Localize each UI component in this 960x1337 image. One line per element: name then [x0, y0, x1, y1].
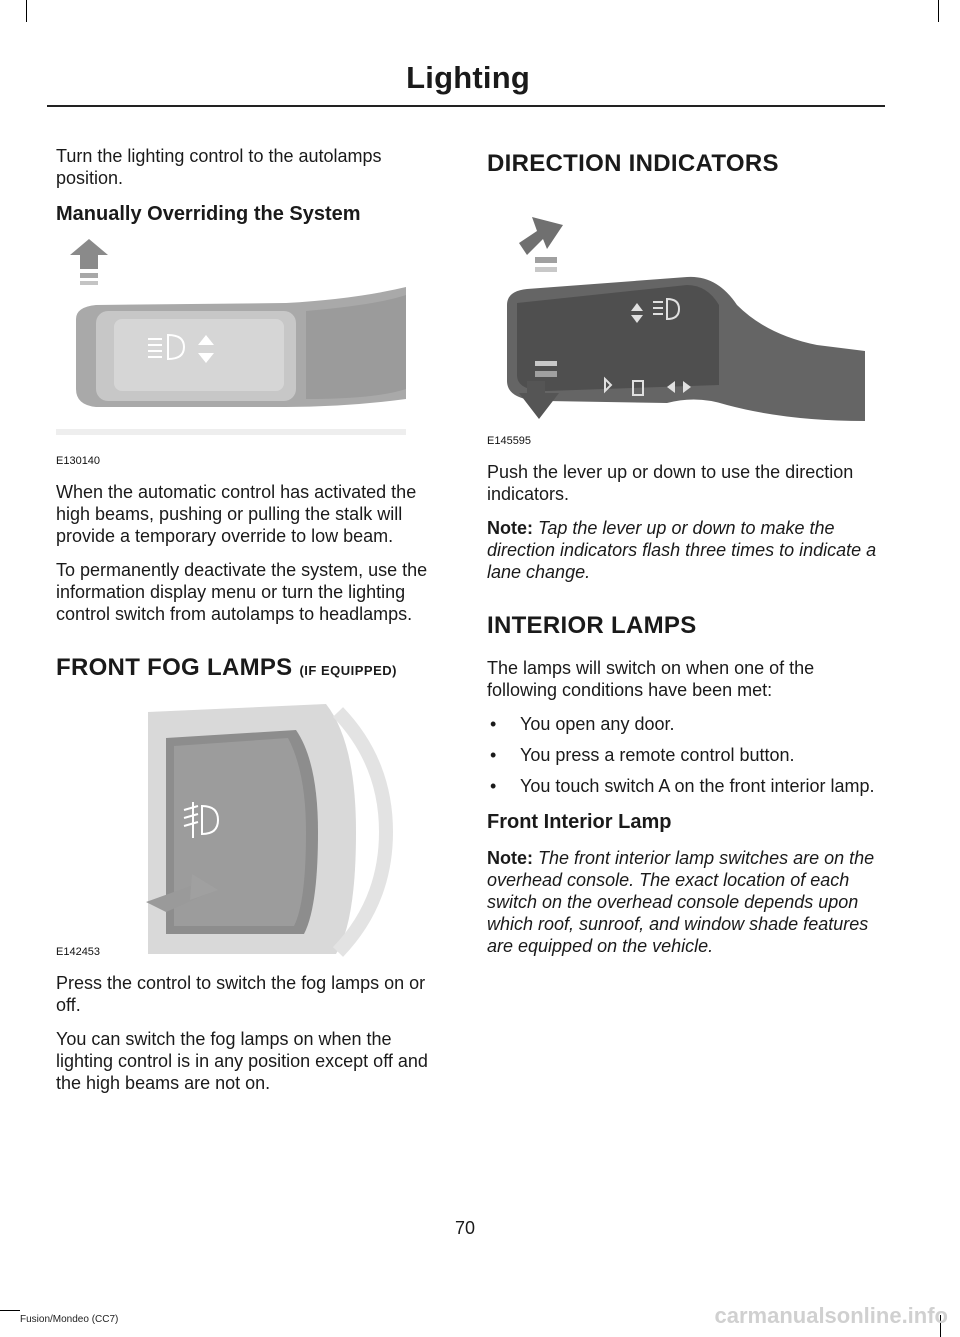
stalk-figure — [56, 239, 446, 467]
fog-switch-figure — [56, 702, 446, 958]
list-item: • You open any door. — [490, 714, 675, 734]
conditions-list — [487, 713, 882, 797]
front-interior-lamp-heading: Front Interior Lamp — [487, 811, 672, 833]
fog-lamps-heading — [56, 653, 449, 686]
override-paragraph: When the automatic control has activated the high beams, pushing or pulling the stalk will provide a temporary override to low beam. — [56, 482, 417, 546]
switch-paragraph: You can switch the fog lamps on when the lighting control is in any position except off and the high beams are not on. — [56, 1029, 428, 1093]
fog-lamps-title: FRONT FOG LAMPS — [56, 654, 293, 681]
note-2-label: Note: — [487, 848, 533, 868]
intro-paragraph: Turn the lighting control to the autolamps position. — [56, 146, 382, 188]
lamps-paragraph: The lamps will switch on when one of the following conditions have been met: — [487, 658, 815, 700]
note-2-text: The front interior lamp switches are on the overhead console. The exact location of each switch on the overhead console depends upon which roof, sunroof, and window shade features are equipped on the vehicle. — [487, 848, 875, 956]
override-heading: Manually Overriding the System — [56, 203, 361, 225]
up-arrow-icon — [70, 239, 108, 285]
page-number: 70 — [454, 1218, 476, 1238]
press-paragraph: Press the control to switch the fog lamps on or off. — [56, 973, 426, 1015]
watermark: carmanualsonline.info — [714, 1303, 948, 1328]
fog-lamps-suffix: (IF EQUIPPED) — [299, 663, 397, 678]
note-2 — [487, 847, 882, 957]
crop-mark-top-left — [26, 0, 27, 22]
list-item-text: You press a remote control button. — [520, 745, 795, 765]
push-lever-paragraph: Push the lever up or down to use the direction indicators. — [487, 462, 854, 504]
direction-indicators-heading: DIRECTION INDICATORS — [487, 150, 779, 177]
figure-code-2: E142453 — [56, 946, 101, 958]
indicator-stalk-figure — [487, 195, 877, 447]
crop-mark-top-right — [938, 0, 939, 22]
fog-switch-illustration — [56, 702, 449, 958]
note-1-label: Note: — [487, 518, 533, 538]
left-column — [56, 145, 449, 1106]
right-column — [487, 145, 882, 969]
stalk-illustration — [56, 239, 449, 467]
up-arrow-icon — [519, 217, 563, 272]
list-item: • You touch switch A on the front interior lamp. — [490, 776, 875, 796]
crop-mark-bottom-left — [0, 1310, 20, 1311]
indicator-stalk-illustration — [487, 195, 882, 447]
interior-lamps-heading: INTERIOR LAMPS — [487, 612, 697, 639]
deactivate-paragraph: To permanently deactivate the system, use the information display menu or turn the lighting control switch from autolamps to headlamps. — [56, 560, 428, 624]
note-1 — [487, 517, 882, 583]
page-title: Lighting — [406, 60, 530, 95]
list-item-text: You touch switch A on the front interior lamp. — [520, 776, 875, 796]
header-rule — [47, 105, 885, 107]
note-1-text: Tap the lever up or down to make the direction indicators flash three times to indicate a lane change. — [487, 518, 877, 582]
list-item: • You press a remote control button. — [490, 745, 795, 765]
footer-model: Fusion/Mondeo (CC7) — [20, 1314, 119, 1325]
list-item-text: You open any door. — [520, 714, 675, 734]
figure-code-1: E130140 — [56, 455, 101, 467]
figure-code-3: E145595 — [487, 435, 532, 447]
